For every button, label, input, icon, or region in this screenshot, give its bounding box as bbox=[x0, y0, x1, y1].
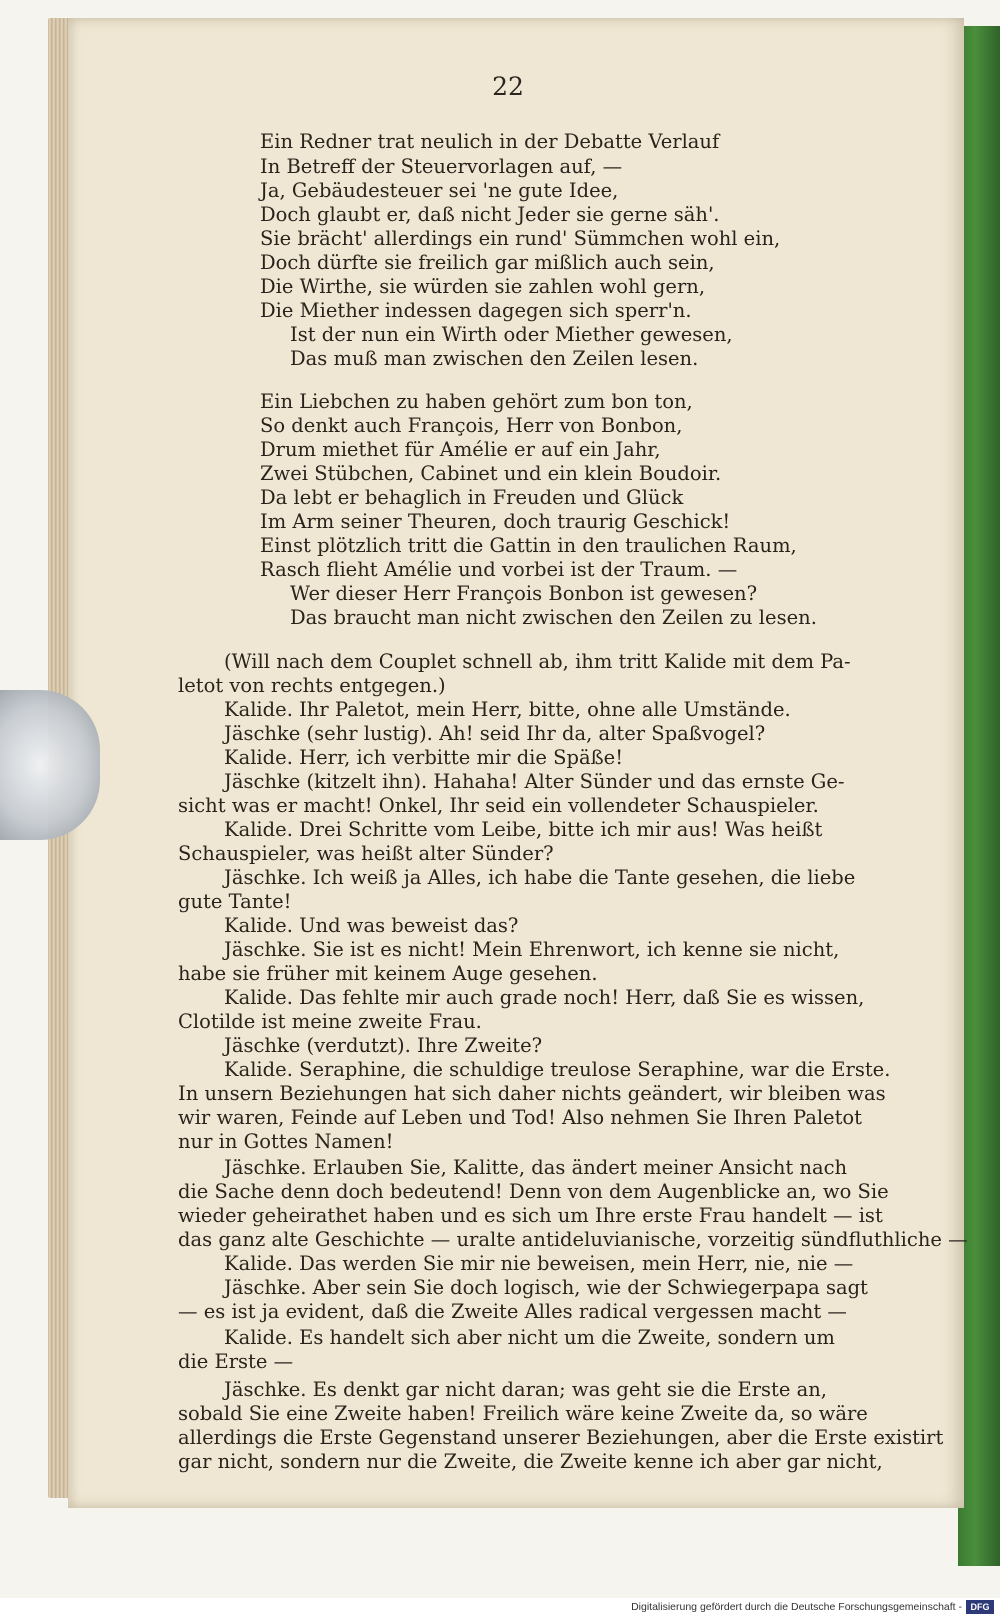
poem-line: Ist der nun ein Wirth oder Miether gewesen, bbox=[290, 323, 733, 346]
dialogue-line: Jäschke. Aber sein Sie doch logisch, wie der Schwiegerpapa sagt bbox=[224, 1276, 868, 1299]
dialogue-line: das ganz alte Geschichte — uralte antideluvianische, vorzeitig sündfluthliche — bbox=[178, 1228, 968, 1251]
footer-credit: Digitalisierung gefördert durch die Deutsche Forschungsgemeinschaft - bbox=[631, 1601, 962, 1613]
dialogue-line: Kalide. Ihr Paletot, mein Herr, bitte, ohne alle Umstände. bbox=[224, 698, 791, 721]
dialogue-line: sobald Sie eine Zweite haben! Freilich wäre keine Zweite da, so wäre bbox=[178, 1402, 868, 1425]
poem-line: Ein Redner trat neulich in der Debatte Verlauf bbox=[260, 130, 720, 153]
poem-line: Ja, Gebäudesteuer sei 'ne gute Idee, bbox=[260, 179, 619, 202]
dialogue-line: habe sie früher mit keinem Auge gesehen. bbox=[178, 962, 598, 985]
dialogue-line: Jäschke. Ich weiß ja Alles, ich habe die Tante gesehen, die liebe bbox=[224, 866, 856, 889]
poem-line: Sie brächt' allerdings ein rund' Sümmchen wohl ein, bbox=[260, 227, 781, 250]
dialogue-line: Kalide. Seraphine, die schuldige treulose Seraphine, war die Erste. bbox=[224, 1058, 891, 1081]
dialogue-line: Jäschke (sehr lustig). Ah! seid Ihr da, alter Spaßvogel? bbox=[224, 722, 766, 745]
poem-line: Da lebt er behaglich in Freuden und Glück bbox=[260, 486, 684, 509]
poem-line: Die Wirthe, sie würden sie zahlen wohl gern, bbox=[260, 275, 706, 298]
dialogue-line: In unsern Beziehungen hat sich daher nichts geändert, wir bleiben was bbox=[178, 1082, 886, 1105]
poem-line: Rasch flieht Amélie und vorbei ist der Traum. — bbox=[260, 558, 738, 581]
dialogue-line: Kalide. Es handelt sich aber nicht um die Zweite, sondern um bbox=[224, 1326, 835, 1349]
page-number: 22 bbox=[492, 72, 524, 101]
dialogue-line: — es ist ja evident, daß die Zweite Alles radical vergessen macht — bbox=[178, 1300, 847, 1323]
dialogue-line: Kalide. Drei Schritte vom Leibe, bitte ich mir aus! Was heißt bbox=[224, 818, 823, 841]
dialogue-line: die Erste — bbox=[178, 1350, 294, 1373]
poem-line: Ein Liebchen zu haben gehört zum bon ton, bbox=[260, 390, 693, 413]
dialogue-line: wieder geheirathet haben und es sich um Ihre erste Frau handelt — ist bbox=[178, 1204, 883, 1227]
dialogue-line: allerdings die Erste Gegenstand unserer Beziehungen, aber die Erste existirt bbox=[178, 1426, 944, 1449]
dialogue-line: Schauspieler, was heißt alter Sünder? bbox=[178, 842, 554, 865]
dialogue-line: wir waren, Feinde auf Leben und Tod! Also nehmen Sie Ihren Paletot bbox=[178, 1106, 863, 1129]
thumb-shadow bbox=[0, 690, 100, 840]
poem-line: Zwei Stübchen, Cabinet und ein klein Boudoir. bbox=[260, 462, 722, 485]
dialogue-line: Kalide. Herr, ich verbitte mir die Späße! bbox=[224, 746, 624, 769]
poem-line: Doch glaubt er, daß nicht Jeder sie gerne säh'. bbox=[260, 203, 720, 226]
dialogue-line: gar nicht, sondern nur die Zweite, die Zweite kenne ich aber gar nicht, bbox=[178, 1450, 883, 1473]
dialogue-line: Jäschke (kitzelt ihn). Hahaha! Alter Sünder und das ernste Ge- bbox=[224, 770, 845, 793]
poem-line: Wer dieser Herr François Bonbon ist gewesen? bbox=[290, 582, 758, 605]
poem-line: Einst plötzlich tritt die Gattin in den traulichen Raum, bbox=[260, 534, 797, 557]
dfg-logo: DFG bbox=[966, 1600, 994, 1614]
dialogue-line: Jäschke. Es denkt gar nicht daran; was geht sie die Erste an, bbox=[224, 1378, 827, 1401]
poem-line: Drum miethet für Amélie er auf ein Jahr, bbox=[260, 438, 661, 461]
poem-line: Das braucht man nicht zwischen den Zeilen zu lesen. bbox=[290, 606, 817, 629]
dialogue-line: Kalide. Und was beweist das? bbox=[224, 914, 519, 937]
dialogue-line: Jäschke. Erlauben Sie, Kalitte, das ändert meiner Ansicht nach bbox=[224, 1156, 848, 1179]
dialogue-line: gute Tante! bbox=[178, 890, 292, 913]
dialogue-line: Clotilde ist meine zweite Frau. bbox=[178, 1010, 482, 1033]
dialogue-line: sicht was er macht! Onkel, Ihr seid ein vollendeter Schauspieler. bbox=[178, 794, 819, 817]
dialogue-line: Kalide. Das fehlte mir auch grade noch! Herr, daß Sie es wissen, bbox=[224, 986, 865, 1009]
book-cover-edge bbox=[958, 26, 1000, 1566]
poem-line: Doch dürfte sie freilich gar mißlich auch sein, bbox=[260, 251, 715, 274]
dialogue-line: nur in Gottes Namen! bbox=[178, 1130, 394, 1153]
dialogue-line: Jäschke. Sie ist es nicht! Mein Ehrenwort, ich kenne sie nicht, bbox=[224, 938, 840, 961]
poem-line: Das muß man zwischen den Zeilen lesen. bbox=[290, 347, 699, 370]
poem-line: Die Miether indessen dagegen sich sperr'n. bbox=[260, 299, 692, 322]
poem-line: Im Arm seiner Theuren, doch traurig Geschick! bbox=[260, 510, 731, 533]
dialogue-line: Jäschke (verdutzt). Ihre Zweite? bbox=[224, 1034, 543, 1057]
poem-line: In Betreff der Steuervorlagen auf, — bbox=[260, 155, 623, 178]
dialogue-line: Kalide. Das werden Sie mir nie beweisen, mein Herr, nie, nie — bbox=[224, 1252, 854, 1275]
dialogue-line: die Sache denn doch bedeutend! Denn von dem Augenblicke an, wo Sie bbox=[178, 1180, 889, 1203]
dialogue-line: (Will nach dem Couplet schnell ab, ihm tritt Kalide mit dem Pa- bbox=[224, 650, 851, 673]
dialogue-line: letot von rechts entgegen.) bbox=[178, 674, 446, 697]
poem-line: So denkt auch François, Herr von Bonbon, bbox=[260, 414, 683, 437]
